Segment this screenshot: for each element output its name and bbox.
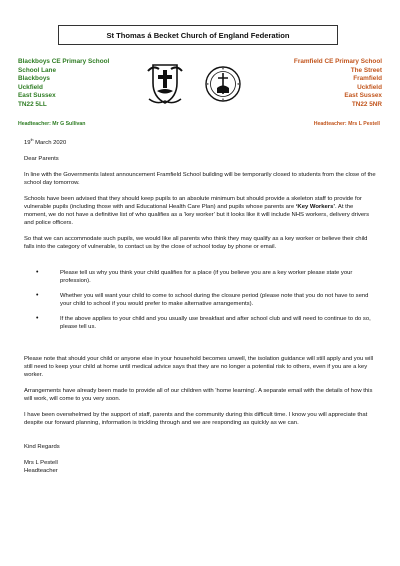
left-school-line2: Blackboys	[18, 75, 50, 83]
left-school-line1: School Lane	[18, 66, 56, 74]
right-school-address	[294, 58, 382, 110]
paragraph-home-learning: Arrangements have already been made to provide all of our children with ‘home learning’. A separate email with the details of how this will work, will come to you very soon.	[24, 388, 373, 402]
date-month-year: March 2020	[33, 140, 67, 146]
right-school-postcode: TN22 5NR	[351, 100, 382, 108]
list-item: • If the above applies to your child and you usually use breakfast and after school club and will need to continue to do so, please tell us.	[24, 315, 376, 331]
right-school-headteacher: Headteacher: Mrs L Pestell	[313, 121, 380, 127]
right-school-line3: Uckfield	[357, 83, 382, 91]
list-item: • Whether you will want your child to come to school during the closure period (please note that you do not have to send your child to school if you would prefer to make alternative arrangements).	[24, 292, 376, 308]
left-school-line4: East Sussex	[18, 92, 56, 100]
blackboys-school-crest-icon	[145, 61, 185, 105]
left-school-postcode: TN22 5LL	[18, 100, 47, 108]
left-school-name: Blackboys CE Primary School	[18, 58, 110, 65]
date-suffix: th	[30, 138, 34, 143]
left-school-headteacher: Headteacher: Mr G Sullivan	[18, 121, 86, 127]
p2-start: Schools have been advised that they should keep pupils to an absolute minimum but should provide a skeleton staff to provide for vulnerable pupils (including those with and Educational Health Care Plan) and pupils whose parents are	[24, 196, 362, 210]
signer-name: Mrs L Pestell	[24, 460, 58, 466]
p2-key-workers: ‘Key Workers’	[295, 204, 335, 210]
left-school-address	[18, 58, 109, 110]
left-school-line3: Uckfield	[18, 83, 43, 91]
signer-role: Headteacher	[24, 468, 58, 474]
list-item: • Please tell us why you think your child qualifies for a place (if you believe you are a key worker please state your profession).	[24, 269, 376, 285]
right-school-line2: Framfield	[353, 75, 382, 83]
right-school-line4: East Sussex	[344, 92, 382, 100]
federation-title: St Thomas á Becket Church of England Federation	[58, 25, 338, 45]
right-school-line1: The Street	[350, 66, 382, 74]
right-school-name: Framfield CE Primary School	[293, 58, 382, 65]
paragraph-key-workers	[24, 195, 376, 227]
framfield-school-crest-icon	[203, 64, 243, 104]
closing: Kind Regards	[24, 444, 60, 450]
paragraph-contact-request: So that we can accommodate such pupils, we would like all parents who think they may qualify as a key worker or believe their child falls into the category of vulnerable, to contact us by the close of school today by phone or email.	[24, 236, 368, 250]
letter-date	[24, 139, 376, 147]
request-bullet-list	[24, 269, 376, 338]
paragraph-isolation: Please note that should your child or anyone else in your household becomes unwell, the isolation guidance will still apply and you will still need to keep your child at home until medical advice says that they are no longer a potential risk to others, even if you are a key worker.	[24, 356, 374, 378]
signature-block	[24, 459, 376, 475]
date-day: 19	[24, 140, 31, 146]
paragraph-thanks: I have been overwhelmed by the support of staff, parents and the community during this difficult time. I know you will appreciate that despite our forward planning, information is trickling through and we are responding as quickly as we can.	[24, 412, 368, 426]
p2-end: . At the moment, we do not have a definitive list of who qualifies as a ‘key worker’ but it looks like it will include NHS workers, delivery drivers and police officers.	[24, 204, 370, 226]
paragraph-closure: In line with the Governments latest announcement Framfield School building will be temporarily closed to students from the close of the school day tomorrow.	[24, 172, 376, 186]
salutation: Dear Parents	[24, 156, 59, 162]
